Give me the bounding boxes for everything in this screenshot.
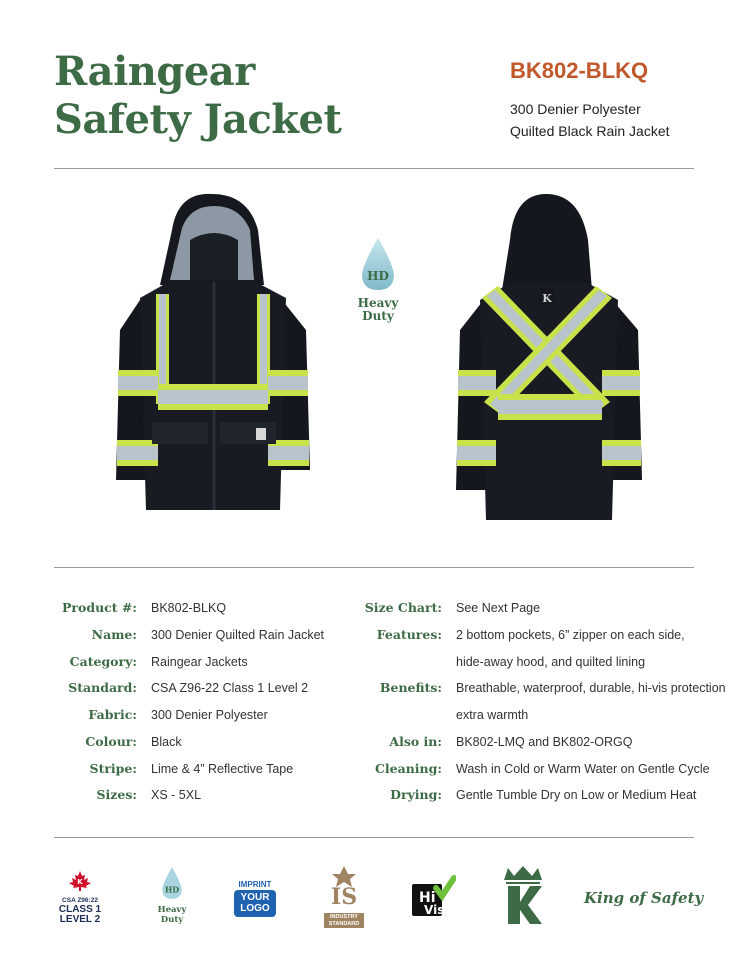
king-k-logo: [500, 866, 546, 931]
heavy-duty-logo: [152, 866, 192, 925]
heavy-small-label: Heavy: [157, 905, 187, 915]
crown-k-icon: [500, 866, 546, 926]
spec-value: XS - 5XL: [151, 788, 202, 802]
subtitle-line-1: 300 Denier Polyester: [510, 101, 641, 117]
spec-value: Black: [151, 735, 182, 749]
spec-value: Lime & 4” Reflective Tape: [151, 762, 294, 776]
spec-value: Raingear Jackets: [151, 655, 248, 669]
water-drop-icon: [159, 866, 185, 900]
your-logo-box: [234, 890, 276, 917]
csa-class-logo: [52, 870, 108, 925]
spec-label: Benefits:: [379, 680, 442, 695]
heavy-label: Heavy: [357, 296, 399, 310]
industry-standard-label: [324, 913, 364, 928]
jacket-back-image: [452, 190, 644, 530]
spec-value: 2 bottom pockets, 6” zipper on each side,: [456, 628, 685, 642]
spec-value: CSA Z96-22 Class 1 Level 2: [151, 681, 309, 695]
spec-label: Cleaning:: [374, 761, 442, 776]
your-text: YOUR: [240, 892, 270, 903]
svg-text:K: K: [542, 292, 552, 305]
subtitle-line-2: Quilted Black Rain Jacket: [510, 123, 670, 139]
spec-label: Stripe:: [89, 761, 137, 776]
water-drop-icon: [358, 236, 398, 292]
product-subtitle: [510, 98, 670, 142]
spec-value: Breathable, waterproof, durable, hi-vis protection: [456, 681, 726, 695]
spec-label: Standard:: [68, 680, 137, 695]
hd-small-text: HD: [164, 885, 180, 895]
spec-value: 300 Denier Quilted Rain Jacket: [151, 628, 325, 642]
spec-label: Category:: [69, 654, 137, 669]
industry-standard-logo: [322, 864, 366, 928]
product-sku: BK802-BLKQ: [510, 58, 649, 83]
imprint-text: IMPRINT: [238, 880, 272, 889]
spec-value: extra warmth: [456, 708, 529, 722]
spec-value: BK802-LMQ and BK802-ORGQ: [456, 735, 633, 749]
divider-middle: [54, 567, 694, 568]
spec-value: hide-away hood, and quilted lining: [456, 655, 646, 669]
spec-label: Size Chart:: [364, 600, 442, 615]
spec-value: 300 Denier Polyester: [151, 708, 268, 722]
king-of-safety-wordmark: King of Safety: [584, 889, 704, 907]
standard-text: STANDARD: [328, 920, 360, 927]
duty-label: Duty: [362, 309, 394, 323]
hi-vis-logo: [410, 874, 456, 925]
spec-label: Drying:: [390, 787, 442, 802]
divider-top: [54, 168, 694, 169]
industry-text: INDUSTRY: [330, 914, 358, 920]
logo-text: LOGO: [240, 903, 270, 914]
spec-value: BK802-BLKQ: [151, 601, 227, 615]
hd-text: HD: [367, 269, 389, 283]
csa-level-text: LEVEL 2: [59, 914, 101, 925]
divider-bottom: [54, 837, 694, 838]
duty-small-label: Duty: [160, 915, 184, 925]
csa-standard-text: CSA Z96:22: [62, 897, 98, 904]
svg-text:IS: IS: [330, 884, 358, 908]
jacket-front-image: [110, 190, 315, 530]
spec-value: Gentle Tumble Dry on Low or Medium Heat: [456, 788, 697, 802]
title-line-1: Raingear: [54, 48, 255, 95]
spec-label: Sizes:: [96, 787, 137, 802]
spec-label: Colour:: [85, 734, 137, 749]
svg-text:Vis: Vis: [424, 903, 445, 917]
spec-label: Product #:: [62, 600, 137, 615]
page-title: [54, 48, 341, 144]
spec-label: Fabric:: [88, 707, 137, 722]
heavy-duty-badge: [348, 236, 408, 323]
imprint-logo-badge: [234, 880, 276, 917]
spec-label: Features:: [376, 627, 442, 642]
svg-text:Hi: Hi: [419, 890, 436, 906]
industry-standard-icon: [322, 864, 366, 908]
spec-value: Wash in Cold or Warm Water on Gentle Cycle: [456, 762, 710, 776]
spec-value: See Next Page: [456, 601, 541, 615]
title-line-2: Safety Jacket: [54, 96, 342, 143]
svg-text:K: K: [77, 878, 83, 886]
spec-label: Name:: [91, 627, 137, 642]
hi-vis-check-icon: [410, 874, 456, 920]
csa-class-text: CLASS 1: [58, 904, 102, 915]
maple-leaf-icon: [68, 870, 92, 892]
spec-label: Also in:: [389, 734, 442, 749]
